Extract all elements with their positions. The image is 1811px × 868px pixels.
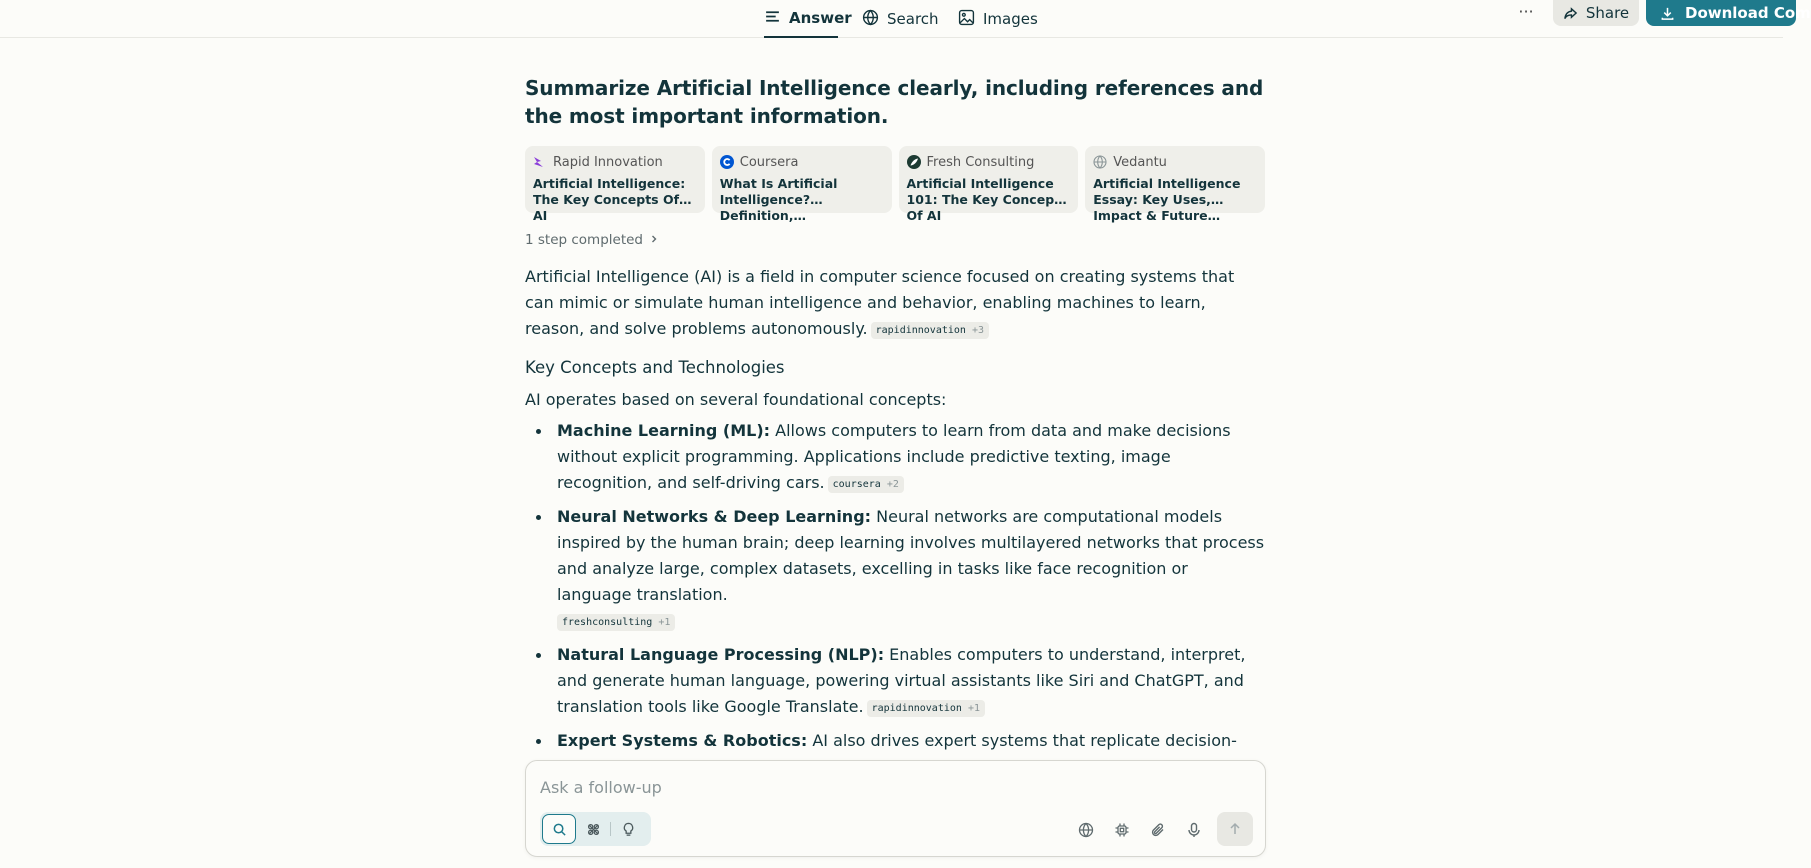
share-label: Share [1585,4,1630,22]
bullet-text: AI also drives expert systems that replicate decision- [812,731,1237,750]
citation-count: +3 [971,325,984,336]
globe-icon [1078,822,1094,838]
mode-selector [540,812,651,846]
tab-images-label: Images [983,10,1038,28]
steps-label: 1 step completed [525,232,643,248]
source-site: Coursera [739,154,799,170]
submit-button[interactable] [1217,812,1253,846]
tab-search-label: Search [887,10,939,28]
bullet-text: Neural networks are computational models inspired by the human brain; deep learning involves multilayered networks that process and analyze large, complex datasets, excelling in tasks like face recognition or language translation. [557,507,1265,604]
source-card[interactable] [899,146,1079,223]
section-heading: Key Concepts and Technologies [525,358,785,377]
globe-icon [1093,155,1107,169]
source-title: Artificial Intelligence Essay: Key Uses, Impact & Future… [1093,176,1241,223]
top-bar [0,0,1811,38]
research-mode-button[interactable] [576,814,610,844]
concept-list [525,418,1265,780]
rapid-innovation-logo-icon [533,155,547,169]
image-icon [958,9,975,30]
citation-chip[interactable] [828,476,904,493]
bullet-text: Allows computers to learn from data and make decisions without explicit programming. Applications include predictive texting, image recognition, and self-driving cars. [557,421,1231,492]
steps-toggle[interactable] [525,232,1265,248]
labs-mode-button[interactable] [611,814,645,844]
share-icon [1563,6,1578,21]
source-card[interactable] [1085,146,1265,223]
more-icon: ··· [1518,1,1534,21]
citation-count: +1 [967,703,980,714]
section-intro: AI operates based on several foundational concepts: [525,390,947,409]
citation-source: coursera [832,479,881,490]
list-item [525,418,1265,496]
download-button[interactable] [1646,0,1811,26]
microphone-icon [1186,822,1202,838]
bullet-text: Enables computers to understand, interpret, and generate human language, powering virtual assistants like Siri and ChatGPT, and translation tools like Google Translate. [557,645,1246,716]
research-icon [586,822,601,837]
source-card[interactable] [712,146,892,223]
share-button[interactable] [1553,0,1639,26]
fresh-consulting-logo-icon [907,155,921,169]
citation-chip[interactable] [557,614,675,631]
follow-up-input[interactable] [540,775,1240,799]
citation-source: freshconsulting [562,617,653,628]
answer-column [525,74,1265,788]
globe-icon [862,9,879,30]
citation-count: +2 [886,479,899,490]
bullet-term: Neural Networks & Deep Learning: [557,507,872,526]
citation-source: rapidinnovation [875,325,966,336]
sources-button[interactable] [1071,815,1101,845]
lightbulb-icon [621,822,636,837]
search-mode-button[interactable] [542,814,576,844]
chip-icon [1114,822,1130,838]
paperclip-icon [1150,822,1166,838]
source-title: Artificial Intelligence 101: The Key Concepts Of AI [906,176,1068,223]
voice-button[interactable] [1179,815,1209,845]
tab-search[interactable] [862,0,939,38]
tab-images[interactable] [958,0,1038,38]
search-icon [552,822,567,837]
citation-source: rapidinnovation [871,703,962,714]
source-cards [525,146,1265,223]
arrow-up-icon [1228,822,1242,836]
source-title: Artificial Intelligence: The Key Concepts Of AI [533,176,686,223]
answer-intro-text: Artificial Intelligence (AI) is a field in computer science focused on creating systems that can mimic or simulate human intelligence and behavior, enabling machines to learn, reason, and solve problems autonomously. [525,267,1235,338]
follow-up-composer [525,760,1266,857]
citation-chip[interactable] [867,700,985,717]
list-icon [764,8,781,29]
bullet-term: Machine Learning (ML): [557,421,771,440]
coursera-logo-icon [720,155,734,169]
bullet-term: Natural Language Processing (NLP): [557,645,885,664]
chevron-right-icon [649,232,659,248]
citation-count: +1 [658,617,671,628]
more-options-button[interactable] [1516,0,1536,22]
citation-chip[interactable] [871,322,989,339]
attach-button[interactable] [1143,815,1173,845]
source-title: What Is Artificial Intelligence? Definition,… [719,176,838,223]
download-label: Download Com [1685,4,1811,22]
download-icon [1660,6,1675,21]
list-item [525,642,1265,720]
answer-intro [525,264,1265,342]
question-title: Summarize Artificial Intelligence clearly, including references and the most important information. [525,76,1264,128]
tab-answer-label: Answer [789,9,852,27]
model-button[interactable] [1107,815,1137,845]
source-card[interactable] [525,146,705,223]
source-site: Fresh Consulting [926,154,1035,170]
tab-answer[interactable] [764,0,852,38]
source-site: Vedantu [1113,154,1167,170]
source-site: Rapid Innovation [553,154,663,170]
list-item [525,504,1265,634]
bullet-term: Expert Systems & Robotics: [557,731,808,750]
